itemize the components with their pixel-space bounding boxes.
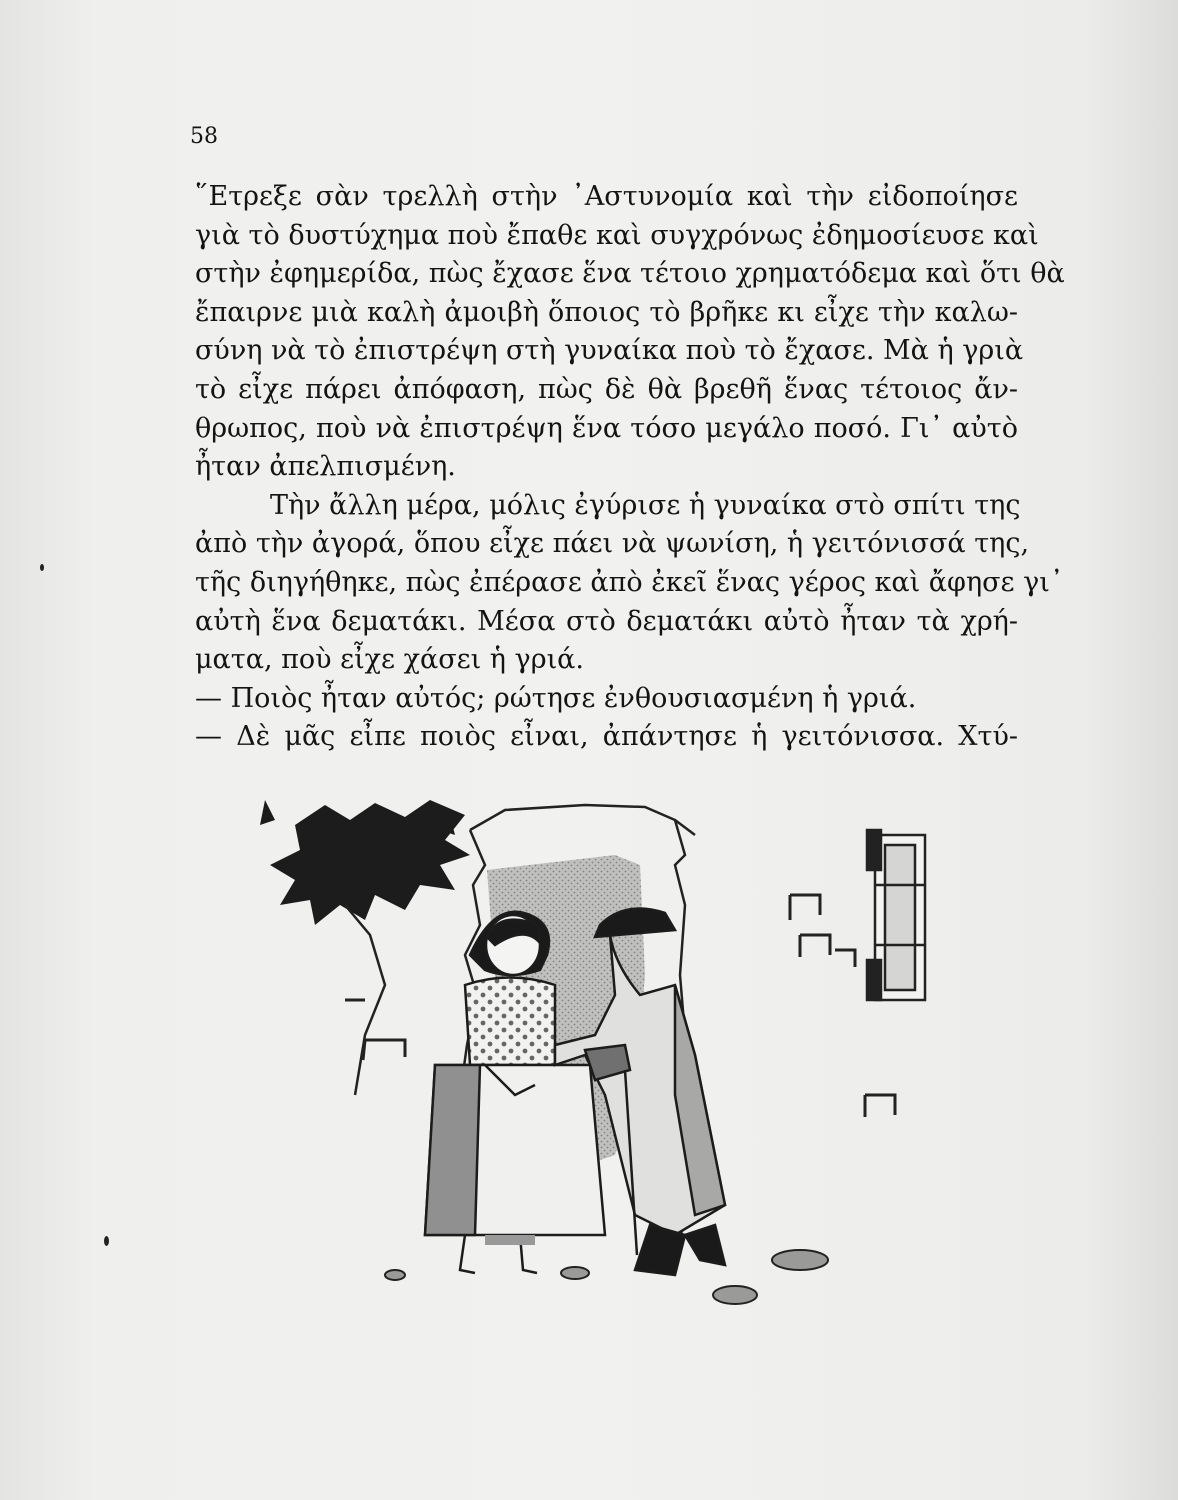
- text-line: σύνη νὰ τὸ ἐπιστρέψη στὴ γυναίκα ποὺ τὸ ἔχασε. Μὰ ἡ γριὰ: [195, 335, 1024, 367]
- dialogue-line: — Δὲ μᾶς εἶπε ποιὸς εἶναι, ἀπάντησε ἡ γειτόνισσα. Χτύ-: [195, 721, 1018, 753]
- text-line: θρωπος, ποὺ νὰ ἐπιστρέψη ἕνα τόσο μεγάλο ποσό. Γι᾿ αὐτὸ: [195, 412, 1018, 444]
- text-line: τῆς διηγήθηκε, πὼς ἐπέρασε ἀπὸ ἐκεῖ ἕνας γέρος καὶ ἄφησε γι᾿: [195, 566, 1064, 598]
- ground-stones: [385, 1250, 828, 1304]
- dialogue-line: — Ποιὸς ἦταν αὐτός; ρώτησε ἐνθουσιασμένη ἡ γριά.: [195, 682, 917, 714]
- body-text: [195, 178, 1065, 757]
- tree-foliage: [260, 800, 470, 925]
- text-line: ἦταν ἀπελπισμένη.: [195, 451, 456, 483]
- text-line: αὐτὴ ἕνα δεματάκι. Μέσα στὸ δεματάκι αὐτὸ ἦταν τὰ χρή-: [195, 605, 1018, 637]
- text-line: ματα, ποὺ εἶχε χάσει ἡ γριά.: [195, 644, 584, 676]
- page-number: 58: [190, 124, 218, 149]
- text-line: ἔπαιρνε μιὰ καλὴ ἀμοιβὴ ὅποιος τὸ βρῆκε κι εἶχε τὴν καλω-: [195, 296, 1018, 328]
- ink-speck: [104, 1236, 109, 1246]
- illustration-woman-and-old-man: [255, 795, 955, 1325]
- text-line: στὴν ἐφημερίδα, πὼς ἔχασε ἕνα τέτοιο χρηματόδεμα καὶ ὅτι θὰ: [195, 258, 1065, 290]
- text-line: ῞Ετρεξε σὰν τρελλὴ στὴν ᾿Αστυνομία καὶ τὴν εἰδοποίησε: [195, 181, 1018, 212]
- window-shutter: [867, 830, 925, 1000]
- text-line: ἀπὸ τὴν ἀγορά, ὅπου εἶχε πάει νὰ ψωνίση, ἡ γειτόνισσά της,: [195, 528, 1030, 560]
- text-line: γιὰ τὸ δυστύχημα ποὺ ἔπαθε καὶ συγχρόνως ἐδημοσίευσε καὶ: [195, 219, 1039, 251]
- text-line: τὸ εἶχε πάρει ἀπόφαση, πὼς δὲ θὰ βρεθῆ ἕνας τέτοιος ἄν-: [195, 373, 1018, 405]
- ink-speck: [40, 564, 44, 571]
- text-line: Τὴν ἄλλη μέρα, μόλις ἐγύρισε ἡ γυναίκα στὸ σπίτι της: [270, 489, 1021, 521]
